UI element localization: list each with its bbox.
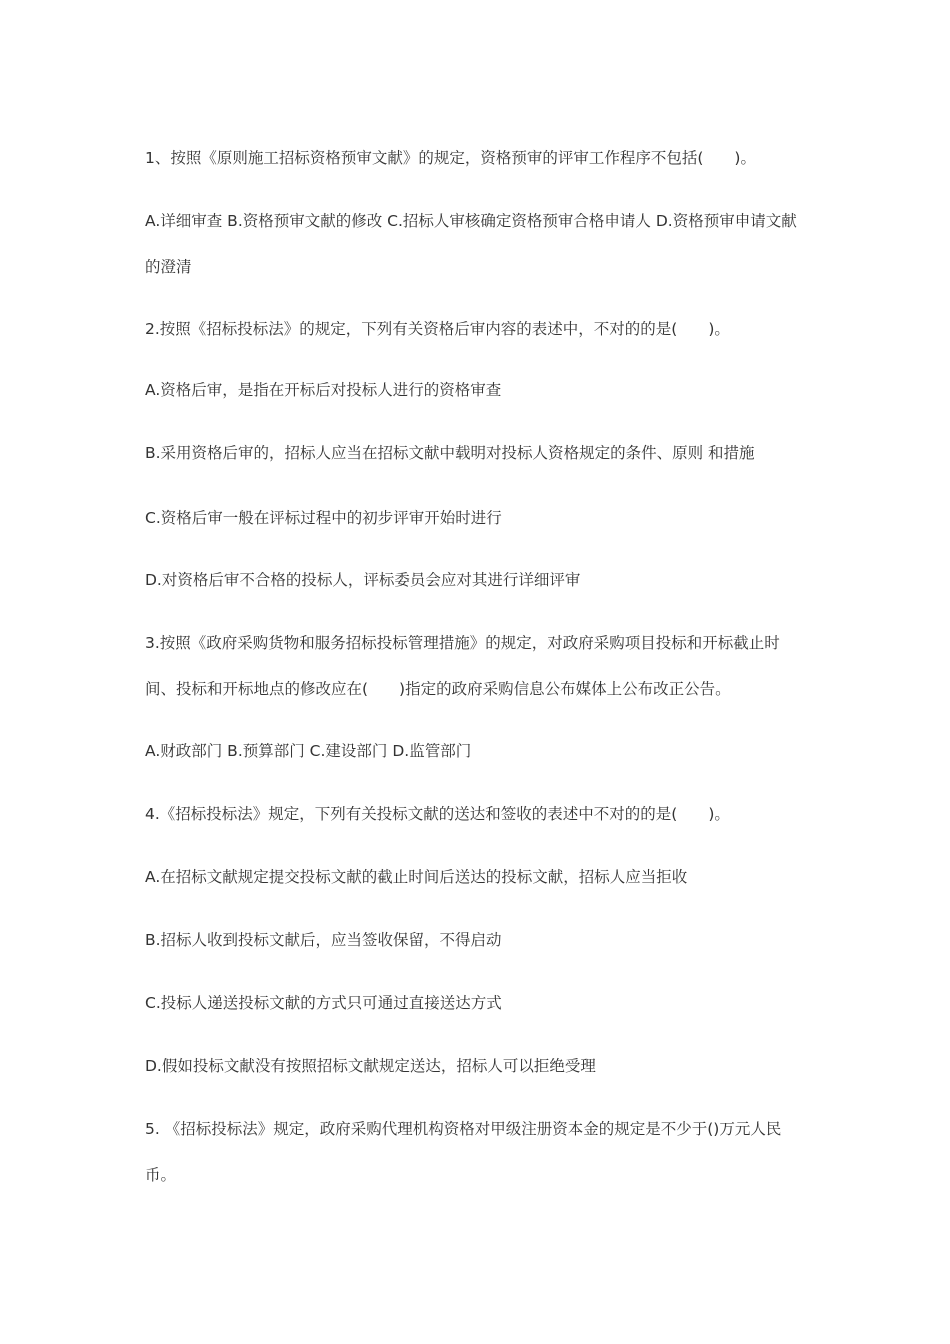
question-2-option-c: C.资格后审一般在评标过程中的初步评审开始时进行 — [145, 509, 502, 527]
question-4-option-b: B.招标人收到投标文献后，应当签收保留，不得启动 — [145, 931, 502, 949]
question-1: 1、按照《原则施工招标资格预审文献》的规定，资格预审的评审工作程序不包括( )。 — [145, 149, 756, 167]
question-2-option-b: B.采用资格后审的，招标人应当在招标文献中载明对投标人资格规定的条件、原则 和措施 — [145, 444, 755, 462]
question-2: 2.按照《招标投标法》的规定，下列有关资格后审内容的表述中，不对的的是( )。 — [145, 320, 730, 338]
question-4: 4.《招标投标法》规定，下列有关投标文献的送达和签收的表述中不对的的是( )。 — [145, 805, 730, 823]
question-4-option-d: D.假如投标文献没有按照招标文献规定送达，招标人可以拒绝受理 — [145, 1057, 596, 1075]
question-4-option-c: C.投标人递送投标文献的方式只可通过直接送达方式 — [145, 994, 502, 1012]
question-2-option-d: D.对资格后审不合格的投标人，评标委员会应对其进行详细评审 — [145, 571, 581, 589]
question-3: 3.按照《政府采购货物和服务招标投标管理措施》的规定，对政府采购项目投标和开标截止时间、投标和开标地点的修改应在( )指定的政府采购信息公布媒体上公布改正公告。 — [145, 634, 780, 698]
question-4-option-a: A.在招标文献规定提交投标文献的截止时间后送达的投标文献，招标人应当拒收 — [145, 868, 688, 886]
question-3-options: A.财政部门 B.预算部门 C.建设部门 D.监管部门 — [145, 742, 472, 760]
question-5: 5. 《招标投标法》规定，政府采购代理机构资格对甲级注册资本金的规定是不少于()万元人民币。 — [145, 1120, 782, 1184]
question-2-option-a: A.资格后审，是指在开标后对投标人进行的资格审查 — [145, 381, 502, 399]
question-1-options: A.详细审查 B.资格预审文献的修改 C.招标人审核确定资格预审合格申请人 D.资格预审申请文献的澄清 — [145, 212, 797, 276]
